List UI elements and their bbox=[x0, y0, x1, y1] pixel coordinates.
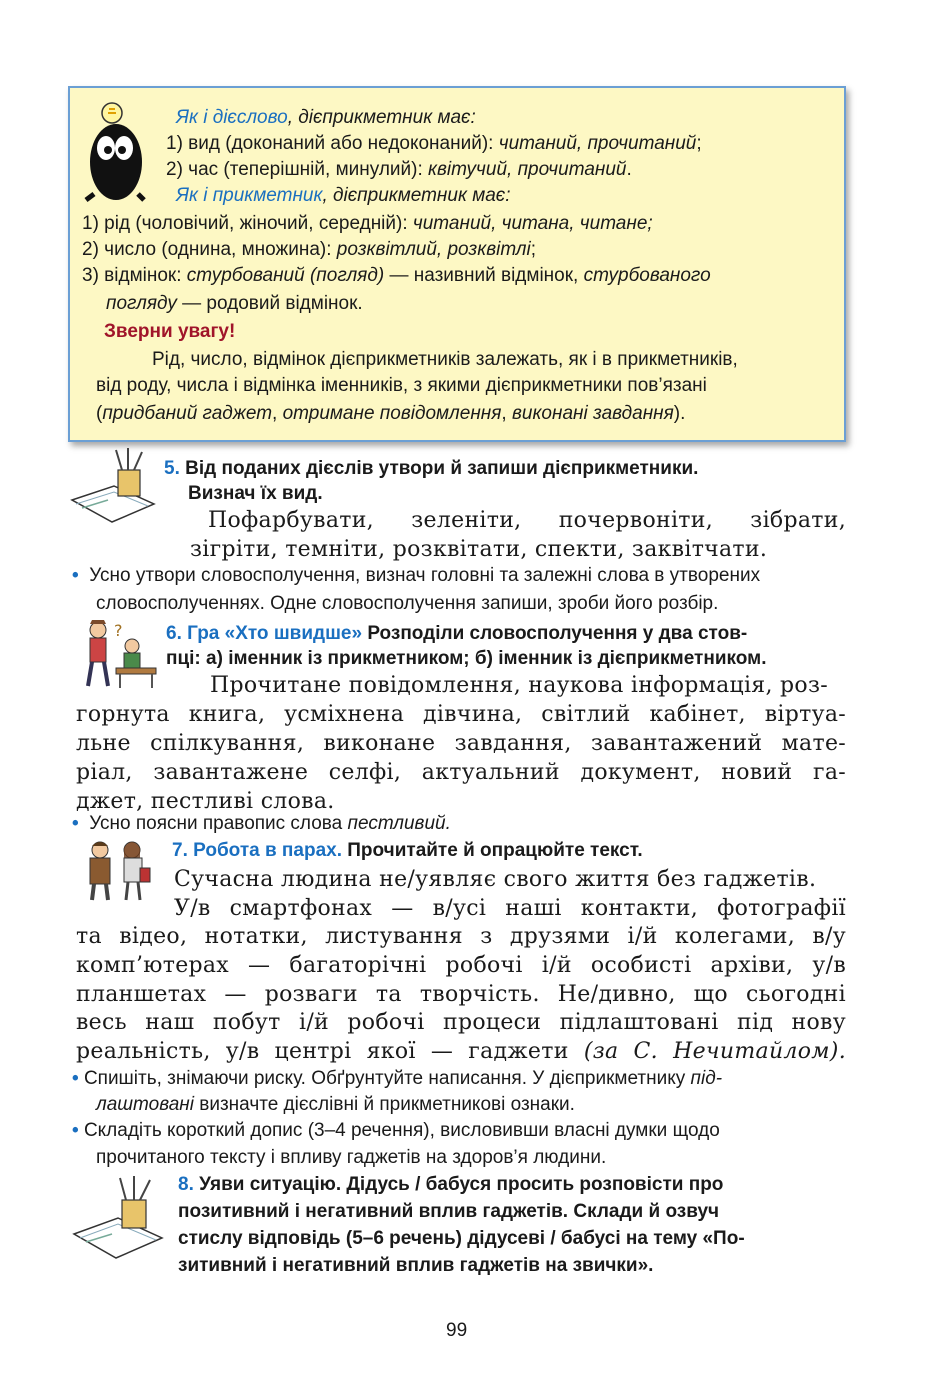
task6-text-line-4: ріал, завантажене селфі, актуальний документ, новий га- bbox=[76, 760, 846, 785]
rule-text-fragment: стурбований (погляд) bbox=[186, 265, 385, 286]
task7-bullet2-line-1: • Складіть короткий допис (3–4 речення), висловивши власні думки щодо bbox=[72, 1120, 720, 1141]
task7-bullet1-line-2: лаштовані визначте дієслівні й прикметникові ознаки. bbox=[96, 1094, 575, 1115]
rule-text-fragment: Зверни увагу! bbox=[104, 321, 236, 342]
rule-text-fragment: придбаний гаджет bbox=[102, 403, 273, 424]
svg-text:?: ? bbox=[114, 621, 123, 640]
writing-notebook-icon bbox=[68, 448, 158, 526]
task6-bullet: • Усно поясни правопис слова пестливий. bbox=[72, 813, 451, 834]
task7-label: Робота в парах. bbox=[193, 840, 342, 861]
rule-text-fragment: 2) число (однина, множина): bbox=[82, 239, 337, 260]
rule-text-fragment: Рід, число, відмінок дієприкметників залежать, як і в прикметників, bbox=[152, 349, 738, 370]
rule-text-fragment: ; bbox=[696, 133, 702, 154]
rule-text-fragment: . bbox=[626, 159, 632, 180]
rule-text-fragment: ; bbox=[530, 239, 536, 260]
rule-line-5 bbox=[82, 211, 653, 237]
rule-text-fragment: отримане повідомлення bbox=[282, 403, 502, 424]
rule-line-1 bbox=[176, 105, 476, 131]
rule-line-7 bbox=[82, 263, 711, 289]
rule-text-fragment: 1) рід (чоловічий, жіночий, середній): bbox=[82, 213, 413, 234]
rule-text-fragment: від роду, числа і відмінка іменників, з якими дієприкметники пов’язані bbox=[96, 375, 707, 396]
rule-box bbox=[68, 86, 846, 442]
rule-text-fragment: виконані завдання bbox=[511, 403, 674, 424]
rule-text-fragment: , bbox=[272, 403, 283, 424]
rule-text-fragment: погляду bbox=[106, 293, 177, 314]
rule-text-fragment: 2) час (теперішній, минулий): bbox=[166, 159, 429, 180]
task7-text-line-2: У/в смартфонах — в/усі наші контакти, фотографії bbox=[174, 896, 846, 921]
rule-line-3 bbox=[166, 157, 632, 183]
task7-text-line-5: планшетах — розваги та творчість. Не/дивно, що сьогодні bbox=[76, 982, 846, 1007]
task5-title-line-2: Визнач їх вид. bbox=[188, 483, 323, 504]
task5-bullet-line-2: словосполученнях. Одне словосполучення запиши, зроби його розбір. bbox=[96, 593, 719, 614]
task6-text-line-1: Прочитане повідомлення, наукова інформація, роз- bbox=[210, 673, 829, 698]
students-at-desk-icon bbox=[70, 616, 160, 692]
task6-text-line-2: горнута книга, усміхнена дівчина, світлий кабінет, віртуа- bbox=[76, 702, 846, 727]
rule-text-fragment: ( bbox=[96, 403, 103, 424]
task7-text-line-1: Сучасна людина не/уявляє свого життя без гаджетів. bbox=[174, 867, 817, 892]
rule-line-4 bbox=[176, 183, 511, 209]
rule-text-fragment: 3) відмінок: bbox=[82, 265, 187, 286]
rule-line-11 bbox=[96, 373, 707, 399]
task8-line-4: зитивний і негативний вплив гаджетів на звички». bbox=[178, 1255, 654, 1276]
task5-number: 5. bbox=[164, 458, 180, 479]
task8-line-1: 8. Уяви ситуацію. Дідусь / бабуся просить розповісти про bbox=[178, 1174, 724, 1195]
task5-bullet-line-1: • Усно утвори словосполучення, визнач головні та залежні слова в утворених bbox=[72, 565, 761, 586]
task5-title: Від поданих дієслів утвори й запиши дієприкметники. bbox=[185, 458, 699, 479]
rule-text-fragment: квітучий, прочитаний bbox=[428, 159, 627, 180]
rule-line-8 bbox=[106, 291, 363, 317]
rule-line-12 bbox=[96, 401, 685, 427]
rule-text-fragment: стурбованого bbox=[583, 265, 711, 286]
task7-text-line-3: та відео, нотатки, листування з друзями і/й колегами, в/у bbox=[76, 924, 846, 949]
task5-words-line-1: Пофарбувати, зеленіти, почервоніти, зібрати, bbox=[208, 508, 846, 533]
task7-bullet2-line-2: прочитаного тексту і впливу гаджетів на здоров’я людини. bbox=[96, 1147, 607, 1168]
task6-title-line-2: пці: а) іменник із прикметником; б) іменник із дієприкметником. bbox=[166, 648, 767, 669]
task7-text-line-6: весь наш побут і/й робочі процеси підлаштовані під нову bbox=[76, 1010, 846, 1035]
rule-text-fragment: , дієприкметник має: bbox=[287, 107, 476, 128]
rule-text-fragment: читаний, читана, читане; bbox=[412, 213, 653, 234]
mascot-lightbulb-icon bbox=[80, 100, 150, 204]
rule-text-fragment: 1) вид (доконаний або недоконаний): bbox=[166, 133, 499, 154]
writing-notebook-icon bbox=[70, 1176, 166, 1262]
task6-number: 6. bbox=[166, 623, 182, 644]
rule-text-fragment: — родовий відмінок. bbox=[176, 293, 363, 314]
rule-text-fragment: Як і дієслово bbox=[176, 107, 288, 128]
rule-line-6 bbox=[82, 237, 536, 263]
task7-title: 7. Робота в парах. Прочитайте й опрацюйте текст. bbox=[172, 840, 643, 861]
rule-text-fragment: , дієприкметник має: bbox=[322, 185, 511, 206]
page-number: 99 bbox=[446, 1320, 468, 1341]
rule-text-fragment: читаний, прочитаний bbox=[498, 133, 697, 154]
rule-text-fragment: — називний відмінок, bbox=[384, 265, 584, 286]
task7-number: 7. bbox=[172, 840, 188, 861]
task6-game-label: Гра «Хто швидше» bbox=[187, 623, 363, 644]
task5-title-line-1 bbox=[164, 456, 698, 481]
rule-line-10 bbox=[152, 347, 738, 373]
task5-words-line-2: зігріти, темніти, розквітати, спекти, заквітчати. bbox=[190, 537, 768, 562]
rule-text-fragment: ). bbox=[673, 403, 686, 424]
task8-number: 8. bbox=[178, 1174, 194, 1195]
task8-line-3: стислу відповідь (5–6 речень) дідусеві / бабусі на тему «По- bbox=[178, 1228, 745, 1249]
task7-text-line-4: комп’ютерах — багаторічні робочі і/й особисті архіви, у/в bbox=[76, 953, 846, 978]
task6-title: Розподіли словосполучення у два стов- bbox=[362, 623, 748, 644]
task7-text-line-7: реальність, у/в центрі якої — гаджети (за С. Нечитайлом). bbox=[76, 1039, 846, 1064]
attention-heading bbox=[104, 319, 235, 345]
rule-line-2 bbox=[166, 131, 702, 157]
task7-source: (за С. Нечитайлом). bbox=[583, 1039, 846, 1064]
task6-text-line-3: льне спілкування, виконане завдання, завантажений мате- bbox=[76, 731, 846, 756]
task8-line-2: позитивний і негативний вплив гаджетів. Склади й озвуч bbox=[178, 1201, 720, 1222]
task6-title-line-1 bbox=[166, 621, 747, 646]
pair-of-students-icon bbox=[74, 838, 160, 902]
task6-text-line-5: джет, пестливі слова. bbox=[76, 789, 335, 814]
rule-text-fragment: розквітлий, розквітлі bbox=[336, 239, 531, 260]
rule-text-fragment: Як і прикметник bbox=[176, 185, 323, 206]
task7-bullet1-line-1: • Спишіть, знімаючи риску. Обґрунтуйте написання. У дієприкметнику під- bbox=[72, 1068, 723, 1089]
rule-text-fragment: , bbox=[501, 403, 512, 424]
